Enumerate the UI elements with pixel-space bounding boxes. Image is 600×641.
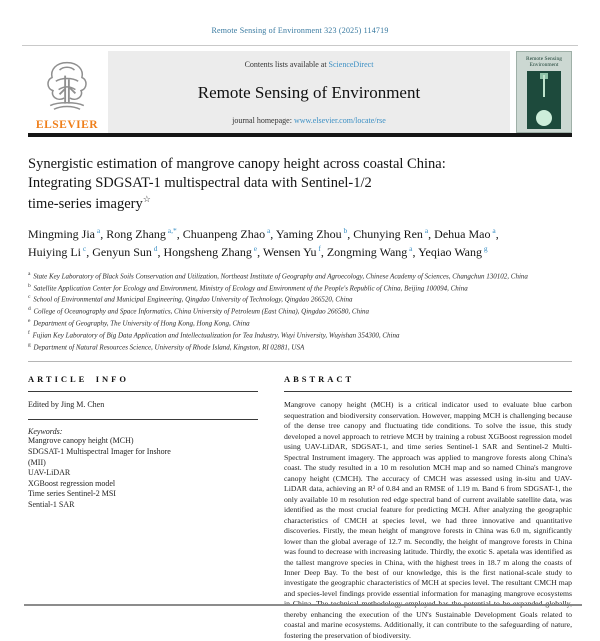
author-affiliation-sup[interactable]: d xyxy=(151,243,158,253)
contents-prefix: Contents lists available at xyxy=(244,60,327,69)
author: Chunying Ren $^a$, xyxy=(353,225,435,241)
author-affiliation-sup[interactable]: a xyxy=(422,225,429,235)
homepage-link[interactable]: www.elsevier.com/locate/rse xyxy=(293,116,386,125)
affiliation-item: $^b$ Satellite Application Center for Ecology and Environment, Ministry of Ecology and Environment of the People's Republic of China, Beijing 100094, China xyxy=(28,282,468,292)
author: Yaming Zhou $^b$, xyxy=(275,225,354,241)
keyword-item: Time series Sentinel-2 MSI xyxy=(28,489,116,499)
header-black-bar xyxy=(28,133,572,137)
author-affiliation-sup[interactable]: a xyxy=(265,225,271,235)
abstract-text: Mangrove canopy height (MCH) is a critical indicator used to evaluate blue carbon sequestration and biodiversity conservation. However, mapping MCH is challenging because of the dense tree canopy and fluctuating tide conditions. To solve the issue, this study developed a novel approach to retrieve MCH by training a robust XGBoost regression model using UAV-LiDAR, SDGSAT-1, and time series Sentinel-1 SAR and Sentinel-2 Multi-Spectral Instrument imagery. The approach was applied to mangrove forests along China's coast. The study resulted in a 10 m resolution MCH map and so named China's mangrove canopy height (CMCH). The accuracy of CMCH was assessed using in-situ and UAV-LiDAR data, achieving an R² of 0.84 and an RMSE of 1.19 m. Band 6 from SDGSAT-1, the only available 10 m resolution red edge spectral band of current available satellite data, was identified as the most crucial feature for predicting MCH. After analyzing the geographic characteristics of CMCH at species level, we had three innovative and quantitative discoveries. Firstly, the mean height of mangrove forests in China was 6.0 m, significantly lower than the global average of 12.7 m. Secondly, the height of mangrove forests in China was found to decrease with increasing latitude. Thirdly, the exotic S. apetala was identified as the tallest mangrove species in China, with the highest trees in 18.7 m along the coasts of Inner Deep Bay. To the best of our knowledge, this is the first national-scale study to investigate the geographic characteristics of MCH at species level. The resultant CMCH map and species-level findings provide essential information for managing mangrove ecosystems in China. The technical methodology employed has the potential to be expanded globally, thereby enhancing the execution of the UN's Sustainable Development Goals related to coastal and marine ecosystems. Additionally, it can contribute to the safeguarding of nature, fostering the preservation of biodiversity. xyxy=(284,400,572,640)
title-footnote-star[interactable]: ☆ xyxy=(142,193,151,204)
homepage-prefix: journal homepage: xyxy=(232,116,292,125)
keyword-item: Mangrove canopy height (MCH) xyxy=(28,436,134,446)
journal-title: Remote Sensing of Environment xyxy=(197,82,421,102)
contents-line xyxy=(112,60,506,69)
affiliation-item: $^a$ State Key Laboratory of Black Soils Conservation and Utilization, Northeast Institute of Geography and Agroecology, Chinese Academy of Sciences, Changchun 130102, China xyxy=(28,270,528,280)
author-list xyxy=(28,225,530,261)
author-affiliation-sup[interactable]: a xyxy=(490,225,496,235)
title-line-3: time-series imagery☆ xyxy=(28,193,151,212)
author-affiliation-sup[interactable]: g xyxy=(482,243,488,253)
affiliation-item: $^d$ College of Oceanography and Space Informatics, China University of Petroleum (East China), Qingdao 266580, China xyxy=(28,306,370,316)
keyword-item: Sential-1 SAR xyxy=(28,499,75,509)
keywords-list xyxy=(28,436,258,510)
elsevier-tree-icon xyxy=(39,57,95,118)
author-affiliation-sup[interactable]: a xyxy=(95,225,101,235)
elsevier-logo[interactable] xyxy=(28,51,106,133)
article-info-column xyxy=(28,362,258,641)
keyword-item: UAV-LiDAR xyxy=(28,468,71,478)
author-affiliation-sup[interactable]: e xyxy=(251,243,258,253)
sciencedirect-link[interactable]: ScienceDirect xyxy=(328,60,374,69)
author: Dehua Mao $^a$, xyxy=(434,225,499,241)
author: Wensen Yu $^f$, xyxy=(262,243,327,259)
edited-by: Edited by Jing M. Chen xyxy=(28,400,105,410)
affiliation-list xyxy=(28,270,572,353)
author: Zongming Wang $^a$, xyxy=(326,243,419,259)
author-affiliation-sup[interactable]: a xyxy=(407,243,413,253)
info-abstract-columns xyxy=(28,362,572,641)
abstract-column xyxy=(284,362,572,641)
cover-title-line2: Environment xyxy=(529,62,559,69)
homepage-line xyxy=(112,116,506,125)
cover-title-line1: Remote Sensing xyxy=(526,56,562,62)
abstract-heading: ABSTRACT xyxy=(284,374,355,385)
journal-banner xyxy=(108,51,510,133)
author-affiliation-sup[interactable]: b xyxy=(341,225,348,235)
author-affiliation-sup[interactable]: a,* xyxy=(165,225,177,235)
article-info-heading: ARTICLE INFO xyxy=(28,374,129,385)
abstract-rule xyxy=(284,391,572,392)
title-line-2: Integrating SDGSAT-1 multispectral data with Sentinel-1/2 xyxy=(28,175,372,192)
keyword-item: XGBoost regression model xyxy=(28,478,116,488)
title-line-1: Synergistic estimation of mangrove canopy height across coastal China: xyxy=(28,156,446,172)
cover-art-icon xyxy=(527,71,561,129)
article-title xyxy=(28,155,572,214)
journal-header xyxy=(28,51,572,133)
article-info-rule-1 xyxy=(28,391,258,392)
journal-cover-thumbnail[interactable] xyxy=(516,51,572,133)
journal-citation: Remote Sensing of Environment 323 (2025) 114719 xyxy=(211,26,389,35)
affiliation-item: $^c$ School of Environmental and Municipal Engineering, Qingdao University of Technology, Qingdao 266520, China xyxy=(28,294,353,304)
bottom-divider xyxy=(24,604,582,606)
affiliation-item: $^f$ Fujian Key Laboratory of Big Data Application and Intellectualization for Tea Industry, Wuyi University, Wuyishan 354300, China xyxy=(28,329,400,340)
author: Genyun Sun $^d$, xyxy=(92,243,164,259)
article-info-rule-2 xyxy=(28,419,258,420)
author: Hongsheng Zhang $^e$, xyxy=(163,243,263,259)
author: Rong Zhang $^{a,*}$, xyxy=(106,225,183,241)
elsevier-wordmark: ELSEVIER xyxy=(35,119,99,131)
author-affiliation-sup[interactable]: f xyxy=(316,243,321,253)
author: Yeqiao Wang $^g$ xyxy=(418,243,488,259)
keyword-item: SDGSAT-1 Multispectral Imager for Inshore (MII) xyxy=(28,447,171,467)
affiliation-item: $^e$ Department of Geography, The University of Hong Kong, Hong Kong, China xyxy=(28,317,250,328)
author: Mingming Jia $^a$, xyxy=(28,225,107,241)
top-divider xyxy=(22,45,578,46)
keywords-label: Keywords: xyxy=(28,427,63,437)
author: Chuanpeng Zhao $^a$, xyxy=(182,225,276,241)
affiliation-item: $^g$ Department of Natural Resources Science, University of Rhode Island, Kingston, RI 02881, USA xyxy=(28,341,305,351)
author-affiliation-sup[interactable]: c xyxy=(81,243,87,253)
author: Huiying Li $^c$, xyxy=(28,243,93,259)
